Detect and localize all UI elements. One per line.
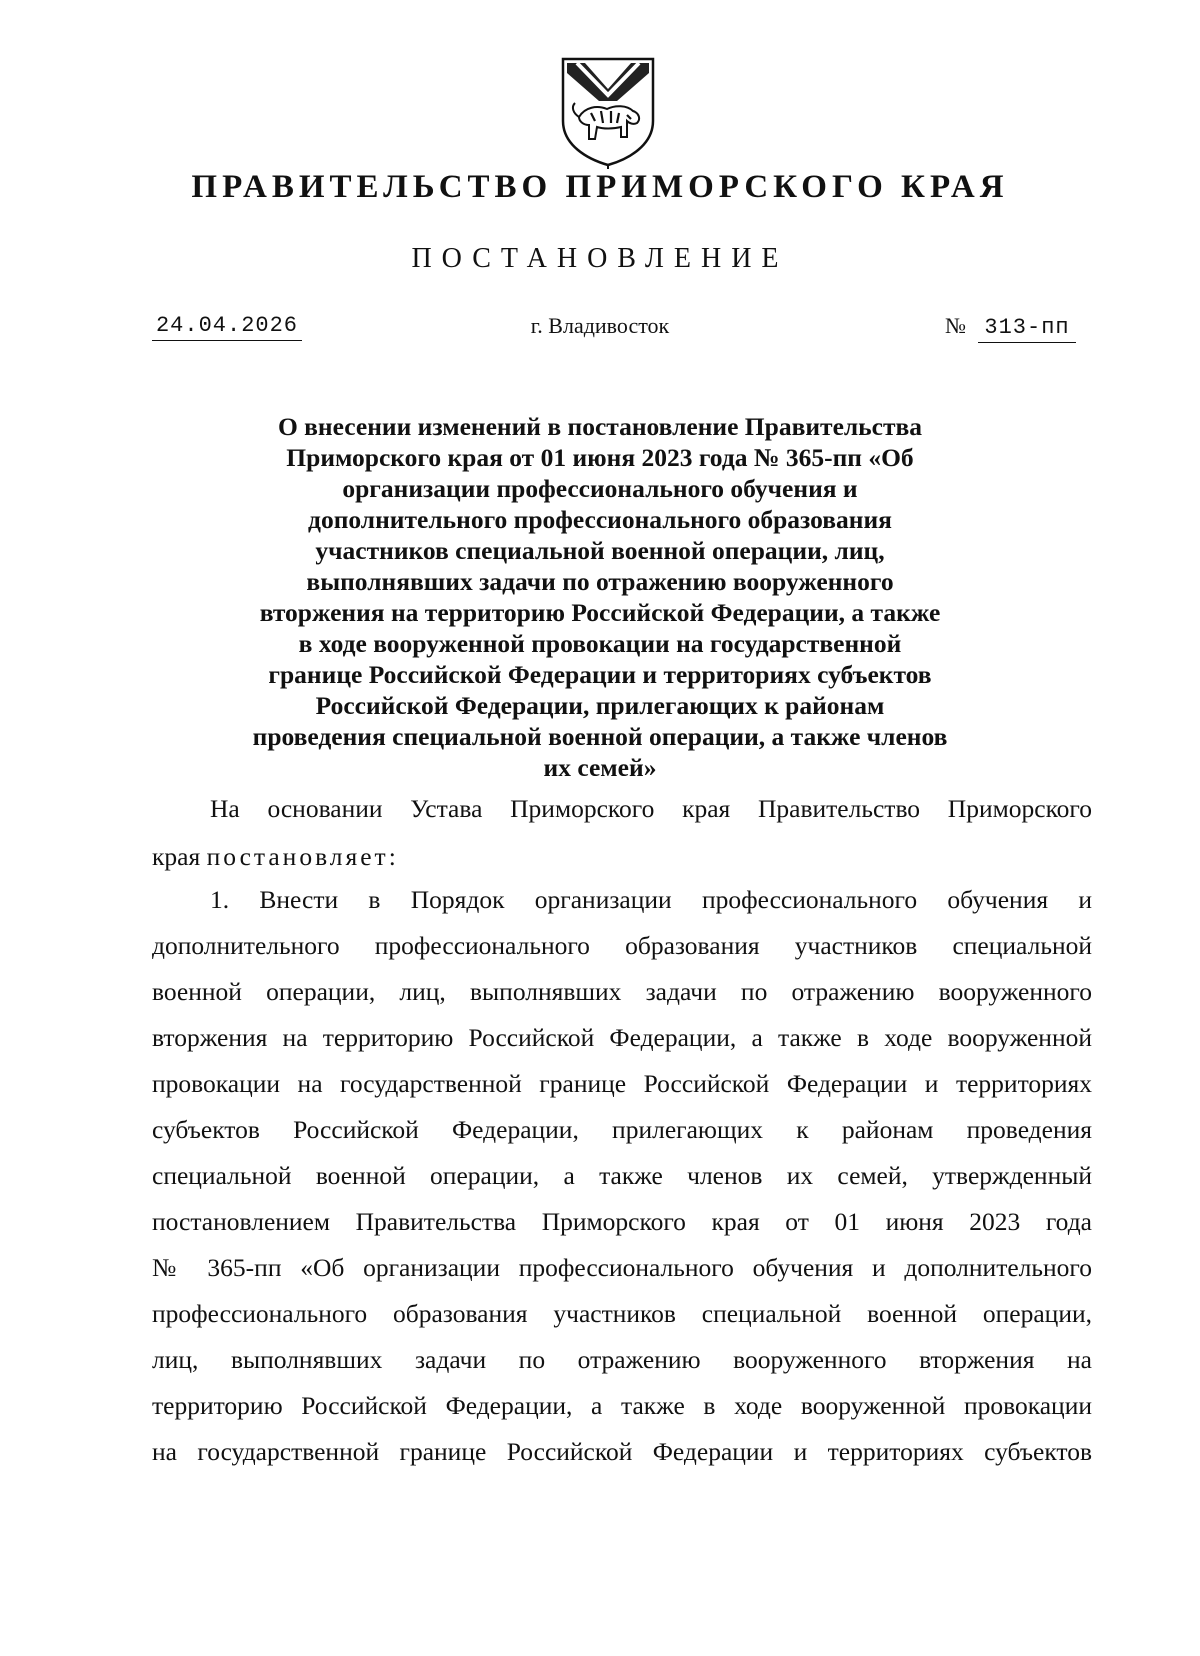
- preamble-prefix: края: [152, 842, 201, 871]
- paragraph-line: на государственной границе Российской Федерации и территориях субъектов: [152, 1437, 1092, 1466]
- paragraph-line: профессионального образования участников специальной военной операции,: [152, 1299, 1092, 1328]
- resolves-word: постановляет:: [206, 842, 399, 871]
- paragraph-line: территорию Российской Федерации, а также в ходе вооруженной провокации: [152, 1391, 1092, 1420]
- paragraph-line: военной операции, лиц, выполнявших задачи по отражению вооруженного: [152, 977, 1092, 1006]
- document-type: ПОСТАНОВЛЕНИЕ: [411, 243, 789, 274]
- paragraph-line: 1. Внести в Порядок организации профессионального обучения и: [210, 885, 1092, 914]
- paragraph-line: лиц, выполнявших задачи по отражению вооруженного вторжения на: [152, 1345, 1092, 1374]
- government-name: ПРАВИТЕЛЬСТВО ПРИМОРСКОГО КРАЯ: [191, 169, 1009, 205]
- paragraph-line: дополнительного профессионального образования участников специальной: [152, 931, 1092, 960]
- paragraph-line: № 365-пп «Об организации профессионального обучения и дополнительного: [152, 1253, 1092, 1282]
- preamble-line: [152, 840, 1092, 874]
- paragraph-line: субъектов Российской Федерации, прилегающих к районам проведения: [152, 1115, 1092, 1144]
- number-sign: №: [945, 313, 966, 338]
- document-city: г. Владивосток: [530, 313, 670, 338]
- paragraph-line: постановлением Правительства Приморского края от 01 июня 2023 года: [152, 1207, 1092, 1236]
- document-title: О внесении изменений в постановление Правительства Приморского края от 01 июня 2023 года № 365-пп «Об организации профессионального обучения и дополнительного профессионального образования участников специальной военной операции, лиц, выполнявших задачи по отражению вооруженного вторжения на территорию Российской Федерации, а также в ходе вооруженной провокации на государственной границе Российской Федерации и территориях субъектов Российской Федерации, прилегающих к районам проведения специальной военной операции, а также членов их семей»: [252, 412, 948, 782]
- paragraph-line: провокации на государственной границе Российской Федерации и территориях: [152, 1069, 1092, 1098]
- paragraph-line: специальной военной операции, а также членов их семей, утвержденный: [152, 1161, 1092, 1190]
- document-date: 24.04.2026: [152, 312, 302, 341]
- preamble-line: На основании Устава Приморского края Правительство Приморского: [210, 794, 1092, 823]
- document-number: 313-пп: [978, 314, 1076, 343]
- paragraph-line: вторжения на территорию Российской Федерации, а также в ходе вооруженной: [152, 1023, 1092, 1052]
- document-number-block: [945, 312, 1076, 343]
- coat-of-arms-icon: [557, 55, 659, 169]
